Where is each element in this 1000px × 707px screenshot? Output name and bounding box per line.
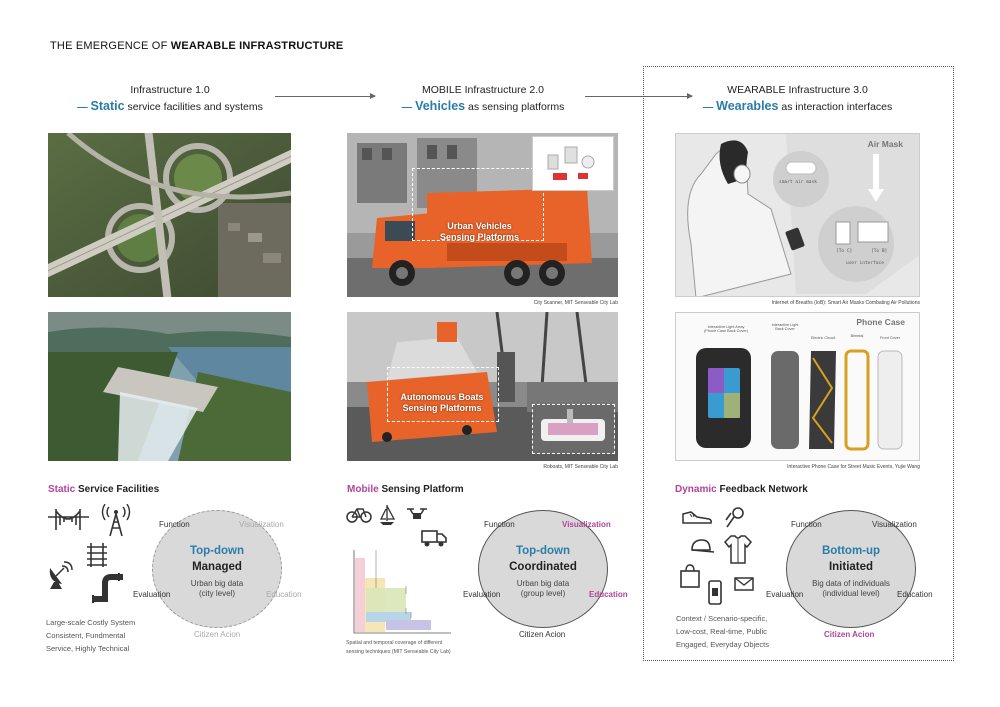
city-scanner-caption: City Scanner, MIT Senseable City Lab bbox=[533, 300, 618, 306]
section-title-static bbox=[48, 484, 159, 495]
column-heading-3-key: Wearables bbox=[716, 99, 779, 113]
cycle-small-label: (city level) bbox=[198, 589, 235, 598]
shirt-icon bbox=[721, 533, 755, 565]
smartphone-icon bbox=[707, 580, 723, 606]
city-scanner-inset bbox=[532, 136, 614, 191]
title-bold: WEARABLE INFRASTRUCTURE bbox=[170, 40, 344, 52]
page-title bbox=[50, 40, 343, 52]
highway-interchange-photo bbox=[48, 133, 291, 297]
cycle-education-label: Education bbox=[897, 590, 933, 599]
truck-overlay-text: Urban Vehicles Sensing Platforms bbox=[439, 221, 520, 242]
envelope-icon bbox=[734, 577, 754, 591]
section-title-mobile bbox=[347, 484, 464, 495]
cycle-main-label: Top-down bbox=[515, 545, 571, 557]
cycle-visualization-label: Visualization bbox=[239, 520, 284, 529]
dash: — bbox=[702, 101, 714, 113]
roboat-inset bbox=[532, 404, 615, 454]
cycle-evaluation-label: Evaluation bbox=[766, 590, 804, 599]
cycle-small-label: Urban big data bbox=[190, 579, 244, 588]
air-mask-title: Air Mask bbox=[867, 139, 903, 149]
autonomous-boat-photo bbox=[347, 312, 618, 461]
column-heading-1-rest: service facilities and systems bbox=[124, 101, 263, 113]
dash: — bbox=[77, 101, 88, 113]
cycle-sub-label: Initiated bbox=[828, 561, 874, 573]
cycle-small-label: Urban big data bbox=[516, 579, 570, 588]
desc-line: Spatial and temporal coverage of different bbox=[346, 640, 443, 646]
title-prefix: THE EMERGENCE OF bbox=[50, 40, 171, 52]
cycle-visualization-label: Visualization bbox=[872, 520, 917, 529]
column-heading-2-title: MOBILE Infrastructure 2.0 bbox=[422, 84, 544, 96]
phone-label-bimetal: Bimetal bbox=[850, 334, 864, 338]
cycle-small-label: (individual level) bbox=[822, 589, 880, 598]
desc-line: sensing techniques (MIT Senseable City Lab) bbox=[346, 649, 451, 655]
column-heading-2-key: Vehicles bbox=[415, 99, 466, 113]
air-mask-bubble-label: smart air mask bbox=[779, 180, 817, 185]
cycle-function-label: Function bbox=[159, 520, 190, 529]
phone-case-caption: Interactive Phone Case for Street Music Events, Yujie Wang bbox=[787, 464, 920, 470]
radio-tower-icon bbox=[101, 504, 131, 538]
cycle-evaluation-label: Evaluation bbox=[463, 590, 501, 599]
column-heading-1-title: Infrastructure 1.0 bbox=[130, 84, 210, 96]
pipe-icon bbox=[91, 573, 125, 605]
section-title-highlight: Static bbox=[48, 484, 76, 495]
phone-label-front-cover: Front Cover bbox=[879, 336, 901, 340]
cycle-education-label: Education bbox=[266, 590, 302, 599]
column-heading-3-title: WEARABLE Infrastructure 3.0 bbox=[727, 84, 868, 96]
smartwatch-icon bbox=[724, 505, 748, 531]
section-title-highlight: Dynamic bbox=[675, 484, 717, 495]
desc-line: Low-cost, Real-time, Public bbox=[676, 627, 767, 636]
arrow-1-to-2 bbox=[275, 96, 375, 97]
column-heading-2-rest: as sensing platforms bbox=[465, 101, 565, 113]
air-mask-tag-toc: [To C] bbox=[836, 249, 853, 254]
air-mask-caption: Internet of Breaths (IoB): Smart Air Masks Combating Air Pollutions bbox=[771, 300, 920, 306]
phone-label-circuit: Electric Circuit bbox=[810, 336, 836, 340]
cycle-small-label: (group level) bbox=[520, 589, 566, 598]
desc-line: Consistent, Fundmental bbox=[46, 631, 126, 640]
dash: — bbox=[401, 101, 413, 113]
phone-label-back-cover: Interactive Light Back Cover bbox=[771, 323, 799, 331]
phone-case-panel bbox=[675, 312, 920, 461]
section-title-rest: Service Facilities bbox=[75, 484, 160, 495]
boat-overlay-text: Autonomous Boats Sensing Platforms bbox=[400, 392, 484, 413]
cycle-main-label: Top-down bbox=[189, 545, 245, 557]
cycle-visualization-label: Visualization bbox=[562, 520, 611, 529]
section-title-highlight: Mobile bbox=[347, 484, 379, 495]
delivery-truck-icon bbox=[421, 528, 447, 548]
cycle-main-label: Bottom-up bbox=[821, 545, 881, 557]
bridge-icon bbox=[46, 505, 91, 533]
column-heading-2 bbox=[378, 82, 588, 115]
desc-line: Service, Highly Technical bbox=[46, 644, 130, 653]
satellite-dish-icon bbox=[46, 560, 74, 590]
boat-overlay-label bbox=[377, 392, 507, 414]
section-title-dynamic bbox=[675, 484, 808, 495]
phone-label-light-array: Interactive Light Array (Phone Case Back Cover) bbox=[703, 325, 749, 333]
air-mask-panel bbox=[675, 133, 920, 297]
user-interface-label: user interface bbox=[846, 261, 884, 266]
railway-track-icon bbox=[84, 541, 110, 569]
cycle-function-label: Function bbox=[791, 520, 822, 529]
garbage-truck-photo bbox=[347, 133, 618, 297]
dam-photo bbox=[48, 312, 291, 461]
section-title-rest: Feedback Network bbox=[716, 484, 808, 495]
phone-case-title: Phone Case bbox=[856, 317, 905, 327]
cycle-citizen-label: Citizen Acion bbox=[519, 630, 566, 639]
desc-line: Large-scale Costly System bbox=[46, 618, 136, 627]
coverage-chart-diagram bbox=[346, 548, 456, 638]
cycle-citizen-label: Citizen Acion bbox=[824, 630, 875, 639]
roboats-caption: Roboats, MIT Senseable City Lab bbox=[543, 464, 618, 470]
desc-line: Engaged, Everyday Objects bbox=[676, 640, 769, 649]
drone-icon bbox=[405, 506, 429, 522]
cycle-small-label: Big data of individuals bbox=[812, 579, 890, 588]
column-heading-3-rest: as interaction interfaces bbox=[778, 101, 893, 113]
cycle-evaluation-label: Evaluation bbox=[133, 590, 171, 599]
air-mask-tag-tob: [To B] bbox=[871, 249, 888, 254]
column-heading-1 bbox=[60, 82, 280, 115]
bicycle-icon bbox=[346, 505, 372, 523]
truck-overlay-label bbox=[422, 221, 537, 243]
cycle-sub-label: Managed bbox=[192, 561, 242, 573]
section-title-rest: Sensing Platform bbox=[378, 484, 464, 495]
section-3-description bbox=[676, 612, 769, 651]
cycle-citizen-label: Citizen Acion bbox=[194, 630, 241, 639]
desc-line: Context / Scenario-specific, bbox=[676, 614, 768, 623]
cycle-education-label: Education bbox=[589, 590, 628, 599]
section-1-description bbox=[46, 616, 135, 655]
section-2-description bbox=[346, 639, 451, 657]
cycle-sub-label: Coordinated bbox=[509, 561, 577, 573]
sailboat-icon bbox=[378, 503, 396, 527]
cycle-function-label: Function bbox=[484, 520, 515, 529]
shopping-bag-icon bbox=[679, 563, 701, 589]
cap-icon bbox=[689, 537, 715, 557]
sneaker-icon bbox=[681, 508, 713, 526]
column-heading-1-key: Static bbox=[90, 99, 125, 113]
